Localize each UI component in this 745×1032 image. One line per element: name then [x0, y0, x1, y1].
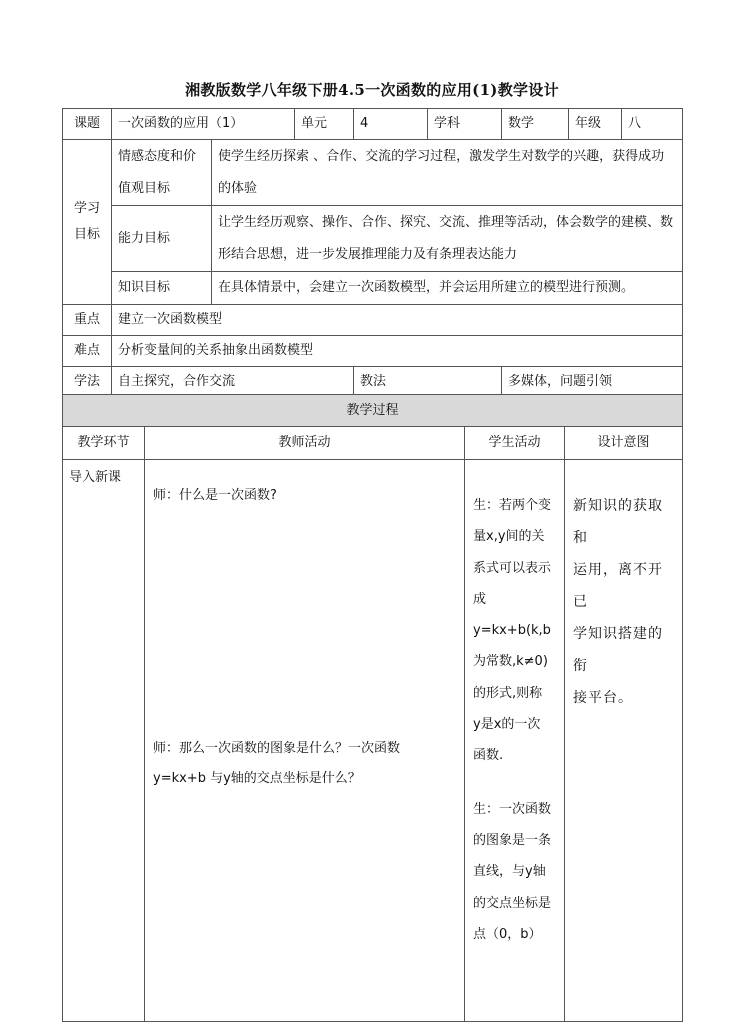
student-answer-line: 的形式,则称	[473, 685, 543, 701]
learning-method-label: 学法	[63, 367, 112, 397]
learning-goals-label-line2: 目标	[73, 227, 100, 242]
student-answer-line: 函数.	[473, 748, 504, 764]
student-answer-line: 生：一次函数	[473, 801, 552, 817]
header-teacher: 教师活动	[145, 427, 465, 460]
emotion-goal-label: 情感态度和价值观目标	[112, 140, 212, 206]
learning-method-text: 自主探究，合作交流	[112, 367, 354, 397]
grade-label: 年级	[569, 109, 622, 140]
teacher-question-2: 师：那么一次函数的图象是什么？一次函数 y=kx+b 与y轴的交点坐标是什么？	[153, 741, 401, 786]
teacher-activity-cell	[145, 460, 465, 1022]
key-point-label: 重点	[63, 305, 112, 336]
difficulty-row	[63, 336, 683, 367]
emotion-goal-text: 使学生经历探索 、合作、交流的学习过程，激发学生对数学的兴趣，获得成功的体验	[212, 140, 683, 206]
difficulty-text: 分析变量间的关系抽象出函数模型	[112, 336, 683, 367]
key-point-row	[63, 305, 683, 336]
student-answer-line: 的图象是一条	[473, 832, 552, 848]
topic-value: 一次函数的应用（1）	[112, 109, 295, 140]
teaching-method-text: 多媒体，问题引领	[502, 367, 683, 397]
student-answer-line: 量x,y间的关	[473, 529, 545, 545]
student-answer-line: 成	[473, 591, 487, 607]
header-design: 设计意图	[565, 427, 683, 460]
ability-goal-label: 能力目标	[112, 206, 212, 272]
header-student: 学生活动	[465, 427, 565, 460]
student-activity-cell	[465, 460, 565, 1022]
process-header-row	[63, 427, 683, 460]
intro-row	[63, 460, 683, 1022]
key-point-text: 建立一次函数模型	[112, 305, 683, 336]
student-answer-line: 为常数,k≠0)	[473, 654, 548, 670]
unit-label: 单元	[295, 109, 354, 140]
design-intent-line: 运用，离不开已	[573, 562, 663, 610]
grade-value: 八	[622, 109, 683, 140]
design-intent-line: 接平台。	[573, 690, 633, 706]
subject-label: 学科	[428, 109, 502, 140]
student-answer-line: 的交点坐标是	[473, 895, 552, 911]
design-intent-line: 新知识的获取和	[573, 498, 663, 546]
student-answer-line: y=kx+b(k,b	[473, 623, 551, 639]
process-band-title: 教学过程	[63, 395, 683, 427]
topic-label: 课题	[63, 109, 112, 140]
stage-cell: 导入新课	[63, 460, 145, 1022]
answer-spacer	[473, 772, 558, 794]
lesson-info-table	[62, 108, 683, 397]
design-intent-cell	[565, 460, 683, 1022]
process-band-row	[63, 395, 683, 427]
header-stage: 教学环节	[63, 427, 145, 460]
ability-goal-row	[63, 206, 683, 272]
teacher-question-1: 师：什么是一次函数?	[153, 488, 277, 503]
document-title: 湘教版数学八年级下册4.5一次函数的应用(1)教学设计	[185, 81, 559, 99]
ability-goal-text: 让学生经历观察、操作、合作、探究、交流、推理等活动，体会数学的建模、数形结合思想，进一步发展推理能力及有条理表达能力	[212, 206, 683, 272]
unit-value: 4	[354, 109, 428, 140]
learning-goals-label	[63, 140, 112, 305]
subject-value: 数学	[502, 109, 569, 140]
student-answer-line: y是x的一次	[473, 717, 541, 733]
student-answer-line: 直线，与y轴	[473, 864, 546, 880]
student-answer-line: 系式可以表示	[473, 560, 552, 576]
student-answer-line: 生：若两个变	[473, 498, 552, 513]
topic-row	[63, 109, 683, 140]
teaching-method-label: 教法	[354, 367, 502, 397]
student-answer-line: 点（0，b）	[473, 926, 542, 942]
knowledge-goal-label: 知识目标	[112, 272, 212, 305]
teaching-process-table	[62, 394, 683, 1022]
knowledge-goal-row	[63, 272, 683, 305]
methods-row	[63, 367, 683, 397]
learning-goals-label-line1: 学习	[73, 201, 100, 217]
knowledge-goal-text: 在具体情景中，会建立一次函数模型，并会运用所建立的模型进行预测。	[212, 272, 683, 305]
emotion-goal-row	[63, 140, 683, 206]
difficulty-label: 难点	[63, 336, 112, 367]
design-intent-line: 学知识搭建的衔	[573, 626, 663, 674]
